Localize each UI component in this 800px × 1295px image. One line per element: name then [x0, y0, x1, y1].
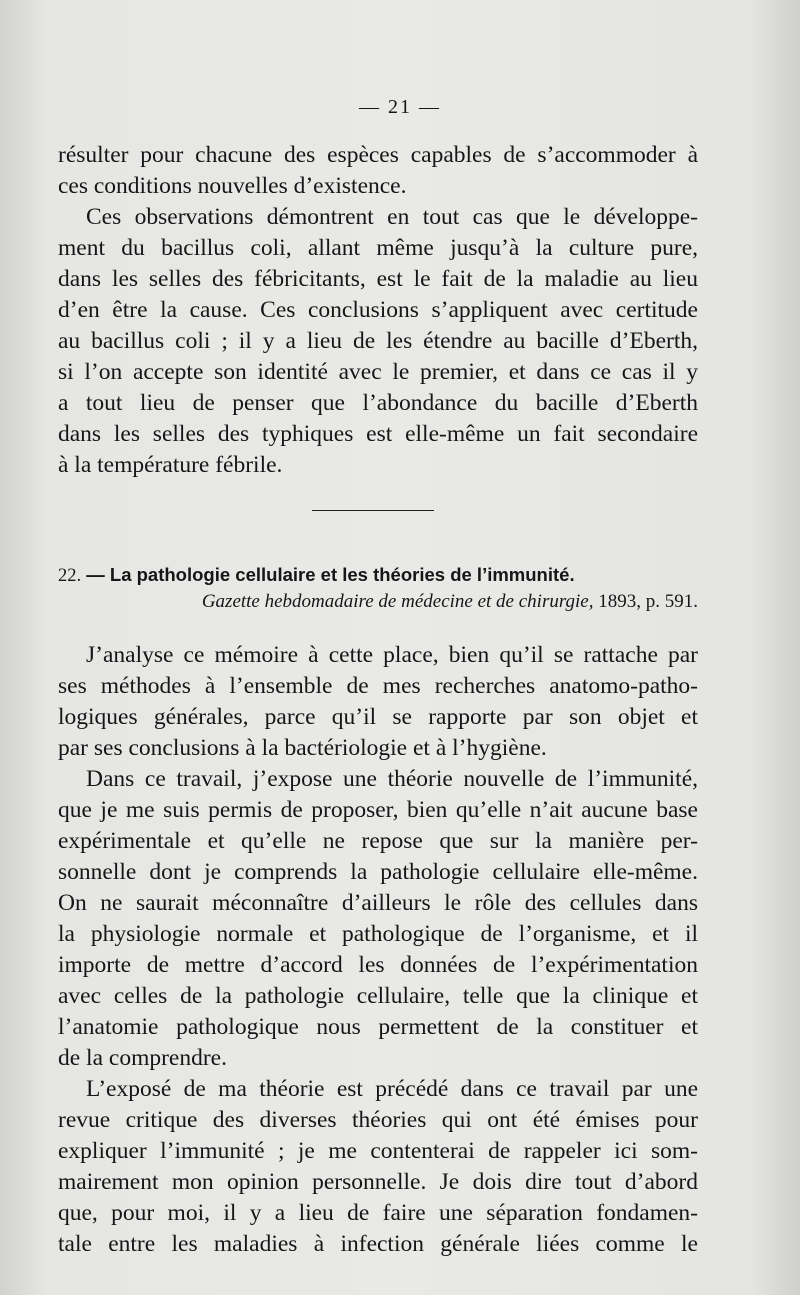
text-line: revue critique des diverses théories qui ont été émises pour [58, 1107, 698, 1133]
text-line: que, pour moi, il y a lieu de faire une séparation fondamen- [58, 1200, 698, 1226]
section-dash: — [86, 564, 105, 585]
text-line: On ne saurait méconnaître d’ailleurs le rôle des cellules dans [58, 890, 698, 916]
text-line: ses méthodes à l’ensemble de mes recherches anatomo-patho- [58, 673, 698, 699]
text-line: par ses conclusions à la bactériologie et à l’hygiène. [58, 735, 547, 761]
text-line: Dans ce travail, j’expose une théorie nouvelle de l’immunité, [86, 766, 698, 792]
page-number: — 21 — [359, 96, 441, 118]
text-line: d’en être la cause. Ces conclusions s’appliquent avec certitude [58, 297, 698, 323]
paragraph-block-main [58, 640, 698, 1260]
text-line: sonnelle dont je comprends la pathologie cellulaire elle-même. [58, 859, 698, 885]
text-line: logiques générales, parce qu’il se rapporte par son objet et [58, 704, 698, 730]
text-line: expliquer l’immunité ; je me contenterai de rappeler ici som- [58, 1138, 698, 1164]
section-number: 22. [58, 566, 82, 586]
section-heading [58, 562, 698, 589]
text-line: résulter pour chacune des espèces capables de s’accommoder à [58, 142, 698, 168]
section-divider [312, 510, 434, 511]
text-line: J’analyse ce mémoire à cette place, bien qu’il se rattache par [86, 642, 698, 668]
section-citation [130, 589, 698, 615]
text-line: importe de mettre d’accord les données de l’expérimentation [58, 952, 698, 978]
text-line: Ces observations démontrent en tout cas que le développe- [86, 204, 698, 230]
text-line: si l’on accepte son identité avec le premier, et dans ce cas il y [58, 359, 698, 385]
text-line: a tout lieu de penser que l’abondance du bacille d’Eberth [58, 390, 698, 416]
text-line: à la température fébrile. [58, 452, 283, 478]
text-line: expérimentale et qu’elle ne repose que sur la manière per- [58, 828, 698, 854]
text-line: l’anatomie pathologique nous permettent de la constituer et [58, 1014, 698, 1040]
text-line: de la comprendre. [58, 1045, 227, 1071]
text-line: ces conditions nouvelles d’existence. [58, 173, 407, 199]
citation-journal: Gazette hebdomadaire de médecine et de chirurgie, [201, 591, 594, 612]
text-line: dans les selles des typhiques est elle-même un fait secondaire [58, 421, 698, 447]
text-line: tale entre les maladies à infection générale liées comme le [58, 1231, 698, 1257]
text-line: que je me suis permis de proposer, bien qu’elle n’ait aucune base [58, 797, 698, 823]
text-line: au bacillus coli ; il y a lieu de les étendre au bacille d’Eberth, [58, 328, 698, 354]
paragraph-block-intro [58, 140, 698, 481]
section-title: La pathologie cellulaire et les théories de l’immunité. [109, 564, 575, 585]
text-line: la physiologie normale et pathologique de l’organisme, et il [58, 921, 698, 947]
text-line: ment du bacillus coli, allant même jusqu’à la culture pure, [58, 235, 698, 261]
citation-details: 1893, p. 591. [593, 591, 698, 612]
text-line: mairement mon opinion personnelle. Je dois dire tout d’abord [58, 1169, 698, 1195]
text-line: dans les selles des fébricitants, est le fait de la maladie au lieu [58, 266, 698, 292]
text-line: L’exposé de ma théorie est précédé dans ce travail par une [86, 1076, 698, 1102]
text-line: avec celles de la pathologie cellulaire, telle que la clinique et [58, 983, 698, 1009]
